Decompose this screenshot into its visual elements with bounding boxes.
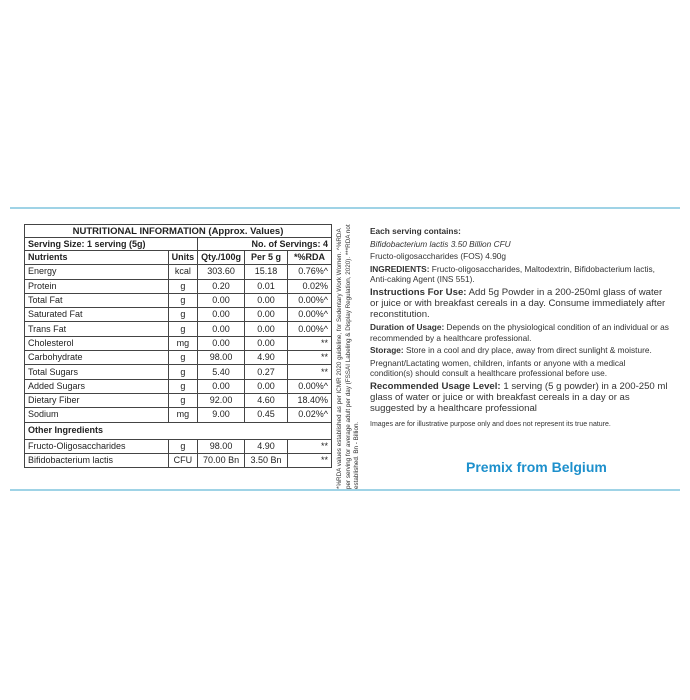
table-cell: 303.60 (198, 265, 245, 279)
table-cell: Dietary Fiber (25, 393, 169, 407)
table-cell: Saturated Fat (25, 308, 169, 322)
table-row (25, 408, 332, 422)
table-cell: 0.00 (245, 322, 288, 336)
table-cell: 0.00%^ (288, 308, 332, 322)
table-row (25, 293, 332, 307)
storage-text: Store in a cool and dry place, away from direct sunlight & moisture. (405, 345, 652, 356)
table-row (25, 265, 332, 279)
table-cell: g (168, 322, 198, 336)
table-cell: g (168, 293, 198, 307)
table-cell: g (168, 351, 198, 365)
table-cell: kcal (168, 265, 198, 279)
table-cell: 0.00 (198, 322, 245, 336)
duration-label: Duration of Usage: (370, 321, 445, 332)
table-cell: 98.00 (198, 439, 245, 453)
storage-block (370, 345, 670, 356)
table-cell: Trans Fat (25, 322, 169, 336)
column-header: Units (168, 251, 198, 265)
table-title: NUTRITIONAL INFORMATION (Approx. Values) (25, 225, 332, 238)
other-ingredients-heading: Other Ingredients (25, 422, 332, 439)
table-cell: Fructo-Oligosaccharides (25, 439, 169, 453)
table-cell: 0.00 (198, 379, 245, 393)
table-cell: Total Fat (25, 293, 169, 307)
table-cell: 0.00%^ (288, 293, 332, 307)
instructions-block (370, 287, 670, 320)
table-row (25, 279, 332, 293)
table-cell: 0.00%^ (288, 379, 332, 393)
fos-line: Fructo-oligosaccharides (FOS) 4.90g (370, 251, 507, 262)
table-cell: 0.02% (288, 279, 332, 293)
table-row (25, 393, 332, 407)
table-cell: Sodium (25, 408, 169, 422)
table-row (25, 308, 332, 322)
table-cell: g (168, 365, 198, 379)
table-cell: 0.00%^ (288, 322, 332, 336)
pregnant-warning: Pregnant/Lactating women, children, infants or anyone with a medical condition(s) should consult a healthcare professional before use. (370, 357, 626, 379)
table-cell: CFU (168, 453, 198, 467)
table-row (25, 439, 332, 453)
table-cell: 0.00 (198, 336, 245, 350)
table-cell: 0.00 (245, 379, 288, 393)
column-header: Nutrients (25, 251, 169, 265)
instructions-label: Instructions For Use: (370, 286, 467, 298)
disclaimer: Images are for illustrative purpose only and does not represent its true nature. (370, 420, 611, 428)
product-info (370, 226, 670, 433)
ingredients-text: Fructo-oligosaccharides, Maltodextrin, Bifidobacterium lactis, Anti-caking Agent (INS 551). (370, 263, 655, 285)
table-cell: 0.76%^ (288, 265, 332, 279)
table-row (25, 336, 332, 350)
table-cell: Protein (25, 279, 169, 293)
table-cell: Bifidobacterium lactis (25, 453, 169, 467)
table-cell: Total Sugars (25, 365, 169, 379)
premix-tagline: Premix from Belgium (466, 459, 607, 475)
each-serving-label: Each serving contains: (370, 226, 461, 236)
table-cell: g (168, 279, 198, 293)
rda-side-note (336, 223, 374, 489)
table-cell: 5.40 (198, 365, 245, 379)
table-cell: 0.20 (198, 279, 245, 293)
table-cell: 15.18 (245, 265, 288, 279)
table-cell: 98.00 (198, 351, 245, 365)
table-cell: mg (168, 408, 198, 422)
ingredients-block (370, 264, 670, 285)
storage-label: Storage: (370, 345, 404, 356)
table-row (25, 322, 332, 336)
table-cell: ** (288, 439, 332, 453)
table-cell: ** (288, 336, 332, 350)
recommended-block (370, 381, 670, 414)
duration-block (370, 322, 670, 343)
table-cell: 0.00 (245, 336, 288, 350)
table-cell: 4.90 (245, 351, 288, 365)
table-cell: Cholesterol (25, 336, 169, 350)
serving-size: Serving Size: 1 serving (5g) (25, 238, 198, 251)
table-cell: 0.00 (198, 293, 245, 307)
table-cell: 0.45 (245, 408, 288, 422)
column-header: Qty./100g (198, 251, 245, 265)
label-panel (10, 207, 680, 491)
table-cell: g (168, 308, 198, 322)
ingredients-label: INGREDIENTS: (370, 263, 430, 274)
table-cell: 0.27 (245, 365, 288, 379)
nutrition-table (24, 224, 332, 468)
table-cell: 4.90 (245, 439, 288, 453)
table-row (25, 351, 332, 365)
table-cell: ** (288, 351, 332, 365)
table-cell: 0.02%^ (288, 408, 332, 422)
table-header-row (25, 251, 332, 265)
rda-side-note-text: *%RDA values established as per ICMR 2020 guideline, for Sedentary Work Women. ^%RDA per serving for average adult per day (FSSAI Labeling & Display Regulation, 2020). ***RDA not established. Bn - Billion. (336, 224, 360, 489)
recommended-label: Recommended Usage Level: (370, 380, 501, 392)
table-cell: 0.01 (245, 279, 288, 293)
bifido-line: Bifidobacterium lactis 3.50 Billion CFU (370, 238, 511, 249)
table-cell: g (168, 439, 198, 453)
table-cell: ** (288, 453, 332, 467)
table-cell: 9.00 (198, 408, 245, 422)
table-cell: Added Sugars (25, 379, 169, 393)
table-cell: 0.00 (245, 308, 288, 322)
table-cell: g (168, 393, 198, 407)
table-cell: Carbohydrate (25, 351, 169, 365)
column-header: Per 5 g (245, 251, 288, 265)
table-cell: g (168, 379, 198, 393)
table-cell: 3.50 Bn (245, 453, 288, 467)
table-cell: 92.00 (198, 393, 245, 407)
table-cell: 0.00 (198, 308, 245, 322)
table-cell: ** (288, 365, 332, 379)
recommended-text: 1 serving (5 g powder) in a 200-250 ml glass of water or juice or with breakfast cereals in a day or as suggested by a healthcare professional (370, 380, 668, 414)
table-cell: Energy (25, 265, 169, 279)
duration-text: Depends on the physiological condition of an individual or as recommended by a healthcare professional. (370, 321, 669, 343)
table-row (25, 379, 332, 393)
table-cell: mg (168, 336, 198, 350)
table-row (25, 365, 332, 379)
number-of-servings: No. of Servings: 4 (198, 238, 332, 251)
table-cell: 4.60 (245, 393, 288, 407)
table-row (25, 453, 332, 467)
column-header: *%RDA (288, 251, 332, 265)
instructions-text: Add 5g Powder in a 200-250ml glass of water or juice or with breakfast cereals in a day. Consume immediately after reconstitution. (370, 286, 666, 320)
table-cell: 18.40% (288, 393, 332, 407)
table-cell: 0.00 (245, 293, 288, 307)
table-cell: 70.00 Bn (198, 453, 245, 467)
